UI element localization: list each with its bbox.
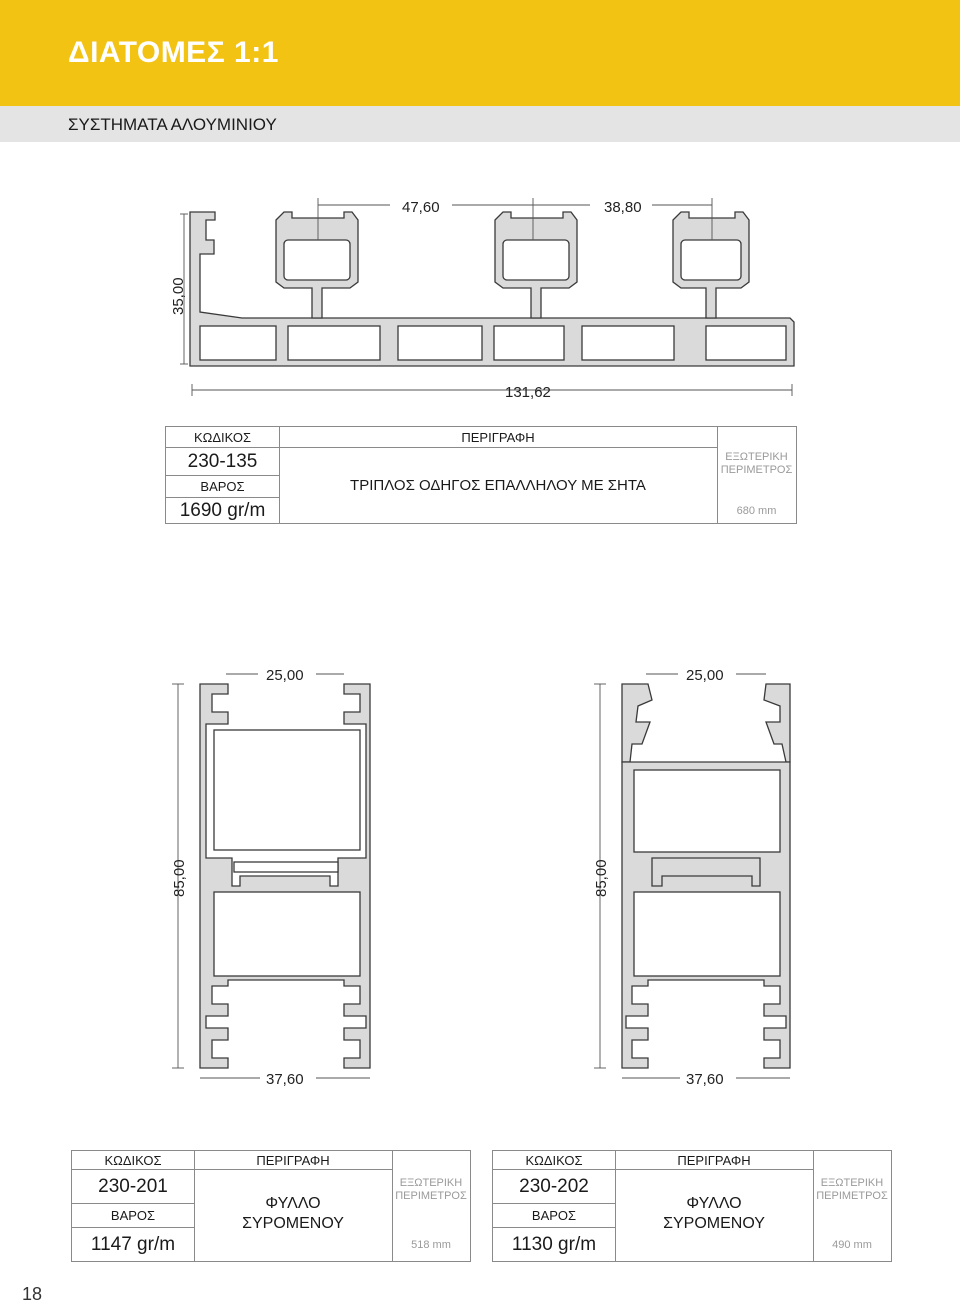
description-label: ΠΕΡΙΓΡΑΦΗ (461, 430, 535, 445)
dim-85-00-right: 85,00 (593, 859, 610, 897)
profile-230-202-drawing (594, 674, 790, 1078)
spec-table-230-135 (165, 426, 797, 524)
code-label: ΚΩΔΙΚΟΣ (193, 430, 252, 445)
perimeter-value: 490 mm (832, 1239, 872, 1251)
code-value: 230-202 (519, 1176, 589, 1197)
page-title: ΔΙΑΤΟΜΕΣ 1:1 (68, 36, 279, 69)
spec-table-230-202 (492, 1150, 892, 1262)
code-value: 230-201 (98, 1176, 168, 1197)
perimeter-label-1: ΕΞΩΤΕΡΙΚΗ (820, 1177, 884, 1189)
perimeter-label-1: ΕΞΩΤΕΡΙΚΗ (399, 1177, 463, 1189)
perimeter-value: 680 mm (736, 505, 777, 517)
dim-38-80: 38,80 (604, 199, 642, 216)
description-line-1: ΦΥΛΛΟ (686, 1195, 742, 1212)
description-line-1: ΦΥΛΛΟ (265, 1195, 321, 1212)
description-label: ΠΕΡΙΓΡΑΦΗ (256, 1153, 330, 1168)
page-number: 18 (22, 1284, 43, 1304)
perimeter-label-2: ΠΕΡΙΜΕΤΡΟΣ (395, 1190, 467, 1202)
dim-131-62: 131,62 (505, 384, 551, 401)
perimeter-label-1: ΕΞΩΤΕΡΙΚΗ (725, 451, 788, 463)
profile-230-201-drawing (172, 674, 370, 1078)
weight-label: ΒΑΡΟΣ (531, 1208, 577, 1223)
page-subtitle: ΣΥΣΤΗΜΑΤΑ ΑΛΟΥΜΙΝΙΟΥ (68, 115, 277, 134)
profile-230-135-drawing (180, 198, 794, 396)
dim-47-60: 47,60 (402, 199, 440, 216)
perimeter-label-2: ΠΕΡΙΜΕΤΡΟΣ (816, 1190, 888, 1202)
spec-table-230-201 (71, 1150, 471, 1262)
dim-37-60-left: 37,60 (266, 1071, 304, 1088)
dim-25-00-right: 25,00 (686, 667, 724, 684)
description-line-2: ΣΥΡΟΜΕΝΟΥ (663, 1215, 765, 1232)
dim-35-00: 35,00 (170, 277, 187, 315)
weight-label: ΒΑΡΟΣ (200, 479, 245, 494)
perimeter-value: 518 mm (411, 1239, 451, 1251)
dim-37-60-right: 37,60 (686, 1071, 724, 1088)
description-value: ΤΡΙΠΛΟΣ ΟΔΗΓΟΣ ΕΠΑΛΛΗΛΟΥ ΜΕ ΣΗΤΑ (350, 477, 646, 494)
weight-value: 1130 gr/m (511, 1234, 597, 1255)
code-label: ΚΩΔΙΚΟΣ (104, 1153, 162, 1168)
dim-85-00-left: 85,00 (171, 859, 188, 897)
code-value: 230-135 (187, 451, 258, 472)
perimeter-label-2: ΠΕΡΙΜΕΤΡΟΣ (720, 464, 793, 476)
code-label: ΚΩΔΙΚΟΣ (525, 1153, 583, 1168)
description-label: ΠΕΡΙΓΡΑΦΗ (677, 1153, 751, 1168)
dim-25-00-left: 25,00 (266, 667, 304, 684)
description-line-2: ΣΥΡΟΜΕΝΟΥ (242, 1215, 344, 1232)
weight-label: ΒΑΡΟΣ (110, 1208, 156, 1223)
weight-value: 1147 gr/m (90, 1234, 176, 1255)
weight-value: 1690 gr/m (179, 500, 266, 521)
